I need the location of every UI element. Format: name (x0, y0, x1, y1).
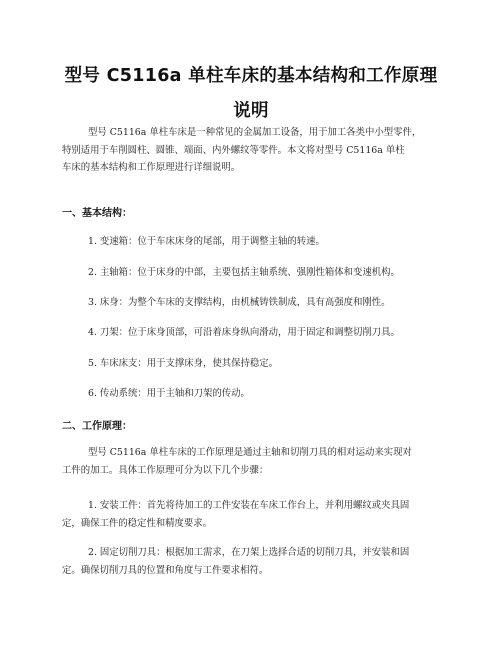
principle-intro-line: 工件的加工。具体工作原理可分为以下几个步骤： (62, 464, 269, 476)
principle-intro-paragraph (62, 444, 462, 479)
structure-item: 5. 车床床支：用于支撑床身，使其保持稳定。 (88, 358, 279, 369)
intro-line: 特别适用于车削圆柱、圆锥、端面、内外螺纹等零件。本文将对型号 C5116a 单柱 (62, 144, 405, 156)
structure-item: 3. 床身：为整个车床的支撑结构，由机械铸铁制成，具有高强度和刚性。 (88, 297, 391, 308)
intro-paragraph (62, 124, 462, 177)
step-line: 定。确保切削刀具的位置和角度与工件要求相符。 (62, 564, 269, 576)
document-title-line-1: 型号 C5116a 单柱车床的基本结构和工作原理 (64, 66, 438, 86)
structure-item: 6. 传动系统：用于主轴和刀架的传动。 (88, 388, 250, 399)
section-heading-working-principle: 二、工作原理： (62, 421, 132, 432)
principle-intro-line: 型号 C5116a 单柱车床的工作原理是通过主轴和切削刀具的相对运动来实现对 (88, 447, 412, 458)
document-title-line-2: 说明 (233, 101, 269, 121)
structure-item: 4. 刀架：位于床身顶部，可沿着床身纵向滑动，用于固定和调整切削刀具。 (88, 327, 400, 338)
step-line: 1. 安装工件：首先将待加工的工件安装在车床工作台上，并利用螺纹或夹具固 (88, 500, 410, 511)
structure-item: 2. 主轴箱：位于床身的中部，主要包括主轴系统、强刚性箱体和变速机构。 (88, 267, 400, 278)
section-heading-basic-structure: 一、基本结构： (62, 208, 132, 219)
principle-step (62, 544, 462, 579)
intro-line: 型号 C5116a 单柱车床是一种常见的金属加工设备，用于加工各类中小型零件， (88, 127, 422, 138)
step-line: 2. 固定切削刀具：根据加工需求，在刀架上选择合适的切削刀具，并安装和固 (88, 547, 410, 558)
structure-item: 1. 变速箱：位于车床床身的尾部，用于调整主轴的转速。 (88, 236, 325, 247)
principle-step (62, 497, 462, 532)
step-line: 定，确保工件的稳定性和精度要求。 (62, 517, 213, 529)
intro-line: 车床的基本结构和工作原理进行详细说明。 (62, 162, 241, 173)
